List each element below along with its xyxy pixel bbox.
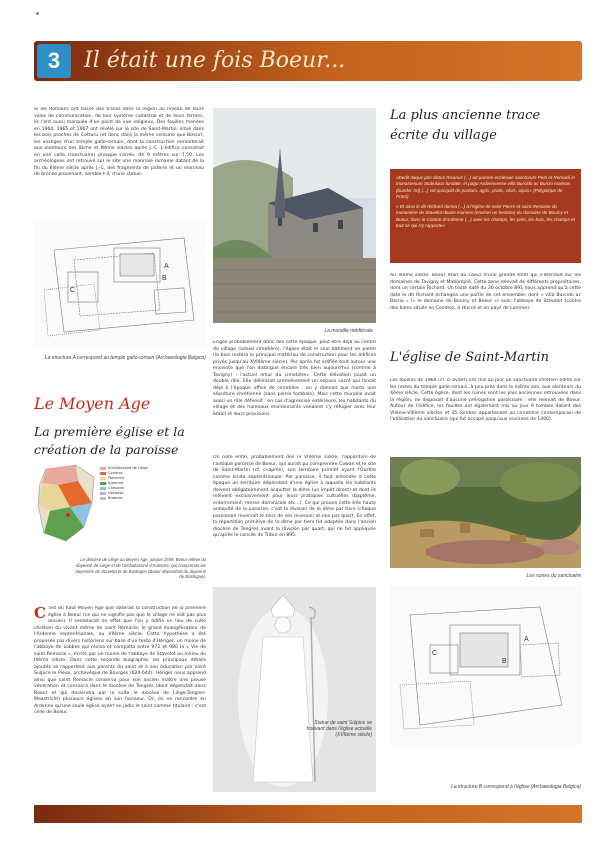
temple-plan-caption: La structure A correspond au temple gallo-romain (Archaeologia Belgica)	[44, 355, 206, 361]
plan-label-a: A	[524, 636, 529, 643]
diocese-map-caption: Le diocèse de Liège au Moyen Age, jusque 1559. Boeur relève du doyenné de Liège et de l'archidiaconé d'Ardenne, qui comprenait les doyennés de Stavelot et de Bastogne (Boeur dépendant du doyenné de Bastogne).	[75, 557, 206, 580]
church-photo	[213, 108, 376, 323]
ruins-photo	[390, 457, 581, 568]
plan-label-a: A	[164, 263, 169, 270]
church-history-paragraph: Erigée probablement donc dès cette époque, peut-être déjà au centre du village (actuel cimetière), l'église était le seul bâtiment en pierre (le bois restera le principal matériau de construction pour les édifices privés jusqu'au XVIIIème siècle). Par après fut édifiée tout autour une enceinte que l'on distingue encore très bien aujourd'hui (comme à Tavigny) : l'actuel emur du cimetière». Cette élévation jouait un double rôle. Elle délimitait premièrement un espace sacré qui faisait déjà à l'époque office de cimetière : on y donnait aux morts une sépulture chrétienne (sans pierre tombale). Mais cette muraille avait aussi un rôle défensif : en cas d'agression extérieure, les habitants du village et des hameaux environnants venaient s'y réfugier avec leur bétail et leurs provisions.	[213, 340, 376, 417]
plan-label-c: C	[432, 650, 438, 657]
intro-paragraph: Si les Romains ont laissé des traces dans la région au niveau de leurs voies de communication, de leur système cadastral et de leurs fermes, ils l'ont aussi marquée d'un point de vue religieux. Des fouilles menées en 1964, 1965 et 1967 ont révélé sur le site de Saint-Martin, situé dans les bois proches de Cetturu (et donc dans la même centurie que Boeur), les vestiges d'un temple gallo-romain, dont la construction remonterait aux alentours des IIème et IIIème siècles après J.-C. L'édifice consistait en une cella (sanctuaire) presque carrée, de 9 mètres sur 7,50. Les archéologues ont retrouvé sur le site une monnaie romaine datant de la fin du IIIème siècle après J.-C, des fragments de poterie et un morceau de bronze provenant, semble-t-il, d'une statue.	[34, 107, 204, 177]
legend-entry: Archidiaconé de Liège	[100, 466, 160, 471]
subsection-title-line-1: La première église et la	[34, 424, 185, 439]
section-title-moyen-age: Le Moyen Age	[34, 394, 151, 413]
chapter-number-badge: 3	[37, 44, 71, 78]
legend-entry: Campine	[100, 486, 160, 491]
legend-entry: Famenne	[100, 476, 160, 481]
subsection-title-line-2: création de la paroisse	[34, 442, 179, 457]
latin-quote: «Dedit itaque jam dictus Ricarius (...) ad parrem ecclesiae sanctorum Petri et Remacli in monasterium Stabulaus fundate, in pago Ardvensense villa Burcido ac Burcio mansos (bunder XII) (...) vel quicquid de partium, agris, pratis, silvis, aquis» (Polyptique de Prüm)	[396, 175, 575, 199]
plan-label-b: B	[162, 275, 167, 282]
moyen-age-body: C 'est du haut Moyen Age que daterait la construction de la première église à Boeur (ce qui ne signifie pas que le village ne soit pas plus ancien). Il semblerait en effet que l'on y édifia un lieu de culte chrétien du vivant même de saint Remacle, le grand évangélisateur de l'Ardenne septentrionale, au VIIème siècle. Cette hypothèse a été proposée par divers historiens sur base d'un texte d'Hériger, un moine de l'abbaye de Lobbes qui révisa et compléta entre 972 et 980 la « Vie de saint Remacle », écrite par un moine de l'abbaye de Stavelot au milieu du IXème siècle. Dans cette seconde biographie, les principaux détails ajoutés se rapportent aux parents du saint et à son éducation par saint Sulpice le Pieux, archevêque de Bourges (624-644). Hériger nous apprend ainsi que saint Remacle conserva pour son ancien maître une pieuse vénération et consacra dans le diocèse de Tongres (dont dépendait alors Boeur et qui deviendra par la suite le diocèse de Liège-Tongres-Maastricht) plusieurs églises en son honneur. Or, on ne rencontre en Ardenne qu'une seule église ayant eu jadis le saint comme titulaire : c'est celle de Boeur.	[34, 606, 206, 715]
french-quote: « Et ainsi le dit Richard donna (...) à l'église de saint Pierre et saint Remacle du monastère de Stavelot douze manses (environ un hectare) du domaine de Bourcy et Boeur, dans le Canton d'Ardenne (...) avec les champs, les prés, les bois, les champs et tout ce qui s'y rapporte»	[396, 204, 575, 229]
chapter-title: Il était une fois Boeur...	[84, 48, 346, 73]
statue-photo	[213, 587, 376, 792]
legend-entry: Ardenne	[100, 481, 160, 486]
temple-plan-figure	[34, 220, 206, 346]
footer-banner	[34, 805, 582, 823]
parish-paragraph: On note enfin, probablement dès le VIIIème siècle, l'apparition de l'antique paroisse de Boeur, qui aurait pu comprendre Cowan et le site de Saint-Martin (cf. ci-après), son territoire primitif ayant l'Ourthe comme limite septentrionale. Par paroisse, il faut entendre à cette époque un territoire dépendant d'une église à laquelle les habitants doivent obligatoirement acquitter la dîme (un impôt direct) et dont ils relèvent exclusivement pour leurs pratiques cultuelles (baptême, enterrement, messe dominicale etc...). Ce qui prouve cette très haute antiquité de la paroisse, c'est la division de la dîme par tiers (chaque paroissien reversait le tiers de ses revenus) et non par quart. En effet, la répartition primitive de la dîme par tiers fut adoptée dans l'ancien diocèse de Tongres avant la division par quart, qui ne fut appliquée qu'après le concile de Tribur en 895.	[213, 455, 376, 538]
section-title-trace-line-2: écrite du village	[390, 128, 497, 143]
legend-entry: Condroz	[100, 471, 160, 476]
page-dot	[36, 12, 39, 15]
map-legend	[100, 466, 160, 501]
statue-caption: Statue de saint Sulpice se trouvant dans l'église actuelle (XVIIème siècle)	[306, 720, 372, 738]
legend-entry: Hesbaye	[100, 491, 160, 496]
church-plan-figure	[390, 585, 581, 745]
section-title-trace-line-1: La plus ancienne trace	[390, 108, 541, 123]
saint-martin-paragraph: Les fouilles de 1964 (cf. ci-avant) ont mis au jour un sanctuaire chrétien édifié sur les restes du temple gallo-romain, à peu près dans le même axe, aux alentours du Xème siècle. Cette église, dont les ruines sont les plus anciennes retrouvées dans la région, ne disposait d'aucune prérogative paroissiale : elle relevait de Boeur. Autour de l'édifice, les fouilles ont également mis au jour 9 tombes datant des VIIème-VIIIème siècles et 35 tombes appartenant au cimetière contemporain de l'utilisation du sanctuaire (qui fut occupé jusqu'aux environs de 1400).	[390, 378, 581, 422]
ninth-century-paragraph: Au IXème siècle, Boeur était au coeur d'une grande forêt qui s'étendait sur les domaines de Tavigny et Mabompré. Cette zone relevait de différents propriétaires, dont un certain Richard. Un texte daté du 30 octobre 891 nous apprend qu'à cette date le dit Richard échangea une partie de cet ensemble, dont « villa Burcido ac Barrio » (« le domaine de Bourcy et Boeur ») avec l'abbaye de Stavelot (contre des biens situés en Condroz, à Huccé et en pays de Lomme).	[390, 273, 581, 311]
plan-label-b: B	[502, 658, 507, 665]
plan-label-c: C	[70, 287, 76, 294]
ruins-caption: Les ruines du sanctuaire	[526, 573, 581, 579]
wall-photo-caption: La muraille médiévale	[324, 328, 373, 334]
diocese-map	[36, 463, 98, 543]
section-title-saint-martin: L'église de Saint-Martin	[390, 350, 550, 365]
legend-entry: Brabant	[100, 496, 160, 501]
dropcap: C	[34, 606, 46, 622]
church-plan-caption: La structure B correspond à l'église (Archaeologia Belgica)	[451, 784, 581, 790]
quotes-panel	[390, 169, 581, 263]
